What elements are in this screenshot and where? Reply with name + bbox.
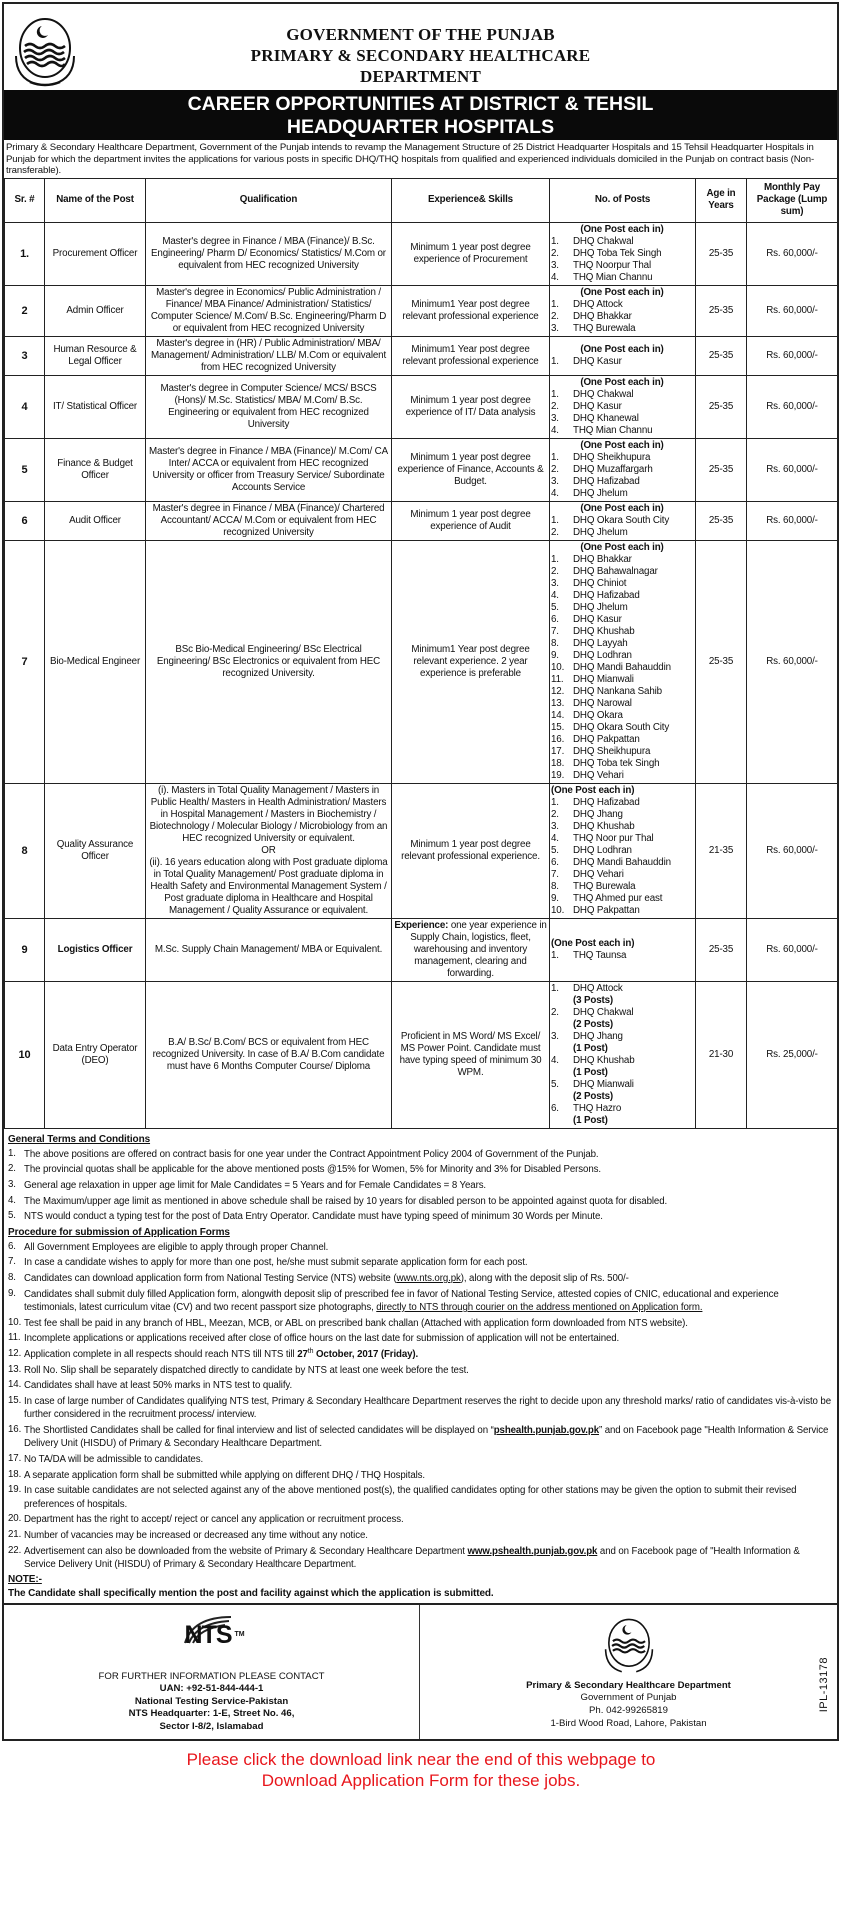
post-location: 18. DHQ Toba tek Singh [551, 757, 660, 769]
posts-heading: (One Post each in) [551, 784, 635, 796]
post-name: Admin Officer [45, 285, 146, 336]
table-row [5, 783, 838, 918]
post-location: 3. DHQ Chiniot [551, 577, 627, 589]
post-location: 6. THQ Hazro (1 Post) [551, 1102, 622, 1126]
monthly-pay: Rs. 60,000/- [747, 438, 838, 501]
term-text: and on Facebook page of "Health Information & Service Delivery Unit (HISDU) of Primary & Secondary Healthcare Department. [24, 1545, 800, 1571]
post-location: 3. DHQ Khanewal [551, 412, 639, 424]
experience [392, 501, 550, 540]
nts-address-2: Sector I-8/2, Islamabad [159, 1720, 264, 1732]
term-text: Candidates can download application form from National Testing Service (NTS) website ( [24, 1272, 397, 1284]
website-link[interactable]: www.pshealth.punjab.gov.pk [467, 1545, 598, 1557]
term-text: Application complete in all respects should reach NTS till NTS till [24, 1348, 298, 1360]
post-location: 7. DHQ Vehari [551, 868, 624, 880]
post-count: (1 Post) [573, 1066, 608, 1078]
experience-text: Minimum 1 year post degree experience of Procurement [410, 241, 531, 265]
post-location: 15. DHQ Okara South City [551, 721, 670, 733]
nts-contact-heading: FOR FURTHER INFORMATION PLEASE CONTACT [98, 1670, 325, 1682]
serial-number: 9 [5, 918, 45, 981]
experience-text: Minimum1 Year post degree relevant experience. 2 year experience is preferable [411, 643, 530, 679]
term-item: 3. General age relaxation in upper age limit for Male Candidates = 5 Years and for Female Candidates = 8 Years. [8, 1178, 487, 1191]
age-range: 25-35 [696, 918, 747, 981]
post-location: 1. DHQ Sheikhupura [551, 451, 651, 463]
age-range: 25-35 [696, 540, 747, 783]
monthly-pay: Rs. 60,000/- [747, 540, 838, 783]
term-text: The Maximum/upper age limit as mentioned in above schedule shall be raised by 10 years for disabled person to be appointed against quota for disabled. [24, 1195, 668, 1207]
qualification [146, 222, 392, 285]
experience-text: Minimum1 Year post degree relevant professional experience [402, 298, 539, 322]
age-range: 25-35 [696, 285, 747, 336]
column-header: Monthly Pay Package (Lump sum) [747, 178, 838, 222]
post-count: (3 Posts) [573, 994, 614, 1006]
post-location: 1. DHQ Hafizabad [551, 796, 640, 808]
table-row [5, 438, 838, 501]
term-item: 15. In case of large number of Candidates qualifying NTS test, Primary & Secondary Healthcare Department reserves the right to decide upon any threshold marks/ ratio of candidates vis-à-visto be further considered in the recruitment process/ interview. [8, 1394, 832, 1421]
serial-number: 6 [5, 501, 45, 540]
post-name: Human Resource & Legal Officer [45, 336, 146, 375]
post-location: 5. DHQ Lodhran [551, 844, 632, 856]
term-item: 17. No TA/DA will be admissible to candidates. [8, 1453, 204, 1466]
term-text: Roll No. Slip shall be separately dispatched directly to candidate by NTS at least one week before the test. [24, 1364, 469, 1376]
experience-text: Minimum1 Year post degree relevant professional experience [402, 343, 539, 367]
post-location: 2. DHQ Jhelum [551, 526, 628, 538]
post-location: 4. DHQ Hafizabad [551, 589, 640, 601]
experience [392, 336, 550, 375]
age-range: 21-30 [696, 981, 747, 1128]
term-item: 7. In case a candidate wishes to apply for more than one post, he/she must submit separate application form for each post. [8, 1256, 528, 1269]
qualification-line: (ii). 16 years education along with Post graduate diploma in Total Quality Management/ Post graduate diploma in Health Safety and Environmental Management System / Post graduate diploma in Healthcare and Hospital Management / Quality Assurance or equivalent. [149, 856, 388, 916]
term-text: th [307, 1347, 314, 1355]
posts-list [550, 438, 696, 501]
post-name: Procurement Officer [45, 222, 146, 285]
term-item: 1. The above positions are offered on contract basis for one year under the Contract Appointment Policy 2004 of Government of the Punjab. [8, 1147, 599, 1160]
table-row [5, 981, 838, 1128]
experience [392, 981, 550, 1128]
monthly-pay: Rs. 60,000/- [747, 336, 838, 375]
post-location: 4. DHQ Khushab (1 Post) [551, 1054, 635, 1078]
table-row [5, 222, 838, 285]
post-location: 4. THQ Noor pur Thal [551, 832, 654, 844]
posts-list [550, 285, 696, 336]
experience-text: Minimum 1 year post degree relevant professional experience. [401, 838, 540, 862]
post-location: 5. DHQ Jhelum [551, 601, 628, 613]
post-location: 1. DHQ Chakwal [551, 235, 634, 247]
post-name: Bio-Medical Engineer [45, 540, 146, 783]
term-text: A separate application form shall be submitted while applying on different DHQ / THQ Hospitals. [24, 1469, 425, 1481]
ipl-code: IPL-13178 [818, 1656, 830, 1713]
age-range: 25-35 [696, 222, 747, 285]
qualification-line: (i). Masters in Total Quality Management / Masters in Public Health/ Masters in Health Administration/ Masters in Hospital Management / Masters in Biochemistry / Biotechnology / Molecular Biology / Microbiology from an HEC recognized University or equivalent. [149, 784, 388, 844]
nts-address-1: NTS Headquarter: 1-E, Street No. 46, [128, 1708, 295, 1720]
qualification-line: Master's degree in Finance / MBA (Finance)/ Chartered Accountant/ ACCA/ M.Com or equivalent from HEC recognized University [152, 502, 385, 538]
age-range: 25-35 [696, 375, 747, 438]
posts-heading: (One Post each in) [580, 541, 664, 553]
serial-number: 3 [5, 336, 45, 375]
table-row [5, 918, 838, 981]
experience-text: Minimum 1 year post degree experience of IT/ Data analysis [405, 394, 536, 418]
posts-list [550, 918, 696, 981]
dept-government: Government of Punjab [580, 1692, 677, 1704]
term-text: October, 2017 (Friday). [313, 1348, 419, 1360]
post-name: Audit Officer [45, 501, 146, 540]
qualification [146, 375, 392, 438]
post-location: 2. DHQ Muzaffargarh [551, 463, 653, 475]
serial-number: 5 [5, 438, 45, 501]
post-count: (2 Posts) [573, 1090, 614, 1102]
posts-list [550, 981, 696, 1128]
experience [392, 438, 550, 501]
term-item: 22. Advertisement can also be downloaded from the website of Primary & Secondary Healthcare Department www.pshealth.punjab.gov.pk and on Facebook page of "Health Information & Service Delivery Unit (HISDU) of Primary & Secondary Healthcare Department. [8, 1544, 800, 1571]
term-text: Candidates shall have at least 50% marks in NTS test to qualify. [24, 1380, 293, 1392]
experience-label: Experience: [394, 919, 449, 931]
post-location: 19. DHQ Vehari [551, 769, 624, 781]
post-location: 14. DHQ Okara [551, 709, 623, 721]
terms-section-heading: General Terms and Conditions [8, 1133, 151, 1145]
term-text: ), along with the deposit slip of Rs. 500/- [460, 1272, 629, 1284]
header-line-1: GOVERNMENT OF THE PUNJAB [286, 25, 555, 44]
posts-heading: (One Post each in) [580, 286, 664, 298]
posts-heading: (One Post each in) [580, 223, 664, 235]
qualification-line: Master's degree in Finance / MBA (Finance)/ M.Com/ CA Inter/ ACCA or equivalent from HEC recognized University or officer from Treasury Service/ Subordinate Accounts Service [149, 445, 388, 493]
department-contact [420, 1605, 837, 1739]
banner-line-2: HEADQUARTER HOSPITALS [286, 116, 555, 138]
post-location: 2. DHQ Bahawalnagar [551, 565, 658, 577]
term-text: All Government Employees are eligible to apply through proper Channel. [24, 1241, 329, 1253]
post-location: 13. DHQ Narowal [551, 697, 632, 709]
post-location: 1. THQ Taunsa [551, 949, 627, 961]
nts-name: National Testing Service-Pakistan [134, 1695, 289, 1707]
term-item: 16. The Shortlisted Candidates shall be called for final interview and list of selected candidates will be displayed on “pshealth.punjab.gov.pk” and on Facebook page "Health Information & Service Delivery Unit (HISDU) of Primary & Secondary Healthcare Department. [8, 1423, 829, 1450]
post-location: 9. THQ Ahmed pur east [551, 892, 663, 904]
term-item: 9. Candidates shall submit duly filled Application form, alongwith deposit slip of prescribed fee in favor of National Testing Service, attested copies of CNIC, educational and experience testimonials, latest curriculum vitae (CV) and two recent passport size photographs, directly to NTS through courier on the address mentioned on Application form. [8, 1287, 779, 1314]
posts-list [550, 336, 696, 375]
nts-contact [4, 1605, 420, 1739]
table-row [5, 540, 838, 783]
term-item: 20. Department has the right to accept/ reject or cancel any application or recruitment process. [8, 1513, 404, 1526]
post-location: 1. DHQ Okara South City [551, 514, 670, 526]
experience [392, 540, 550, 783]
post-location: 2. DHQ Kasur [551, 400, 622, 412]
serial-number: 7 [5, 540, 45, 783]
posts-heading: (One Post each in) [580, 502, 664, 514]
serial-number: 10 [5, 981, 45, 1128]
term-text: The provincial quotas shall be applicable for the above mentioned posts @15% for Women, 5% for Minority and 3% for Disabled Persons. [24, 1164, 601, 1176]
posts-heading: (One Post each in) [551, 937, 635, 949]
table-row [5, 336, 838, 375]
table-header-row [5, 178, 838, 222]
post-name: Data Entry Operator (DEO) [45, 981, 146, 1128]
post-location: 7. DHQ Khushab [551, 625, 635, 637]
post-location: 2. DHQ Toba Tek Singh [551, 247, 662, 259]
post-location: 1. DHQ Attock [551, 298, 623, 310]
serial-number: 4 [5, 375, 45, 438]
qualification [146, 918, 392, 981]
experience [392, 222, 550, 285]
post-location: 1. DHQ Bhakkar [551, 553, 632, 565]
positions-table [4, 178, 838, 1129]
title-banner [4, 90, 837, 140]
serial-number: 1. [5, 222, 45, 285]
experience-text: Minimum 1 year post degree experience of Finance, Accounts & Budget. [397, 451, 544, 487]
term-text: ” and on Facebook page "Health Information & Service Delivery Unit (HISDU) of Primary & Secondary Healthcare Department. [24, 1424, 829, 1450]
post-location: 6. DHQ Mandi Bahauddin [551, 856, 671, 868]
table-row [5, 375, 838, 438]
term-item: 5. NTS would conduct a typing test for the post of Data Entry Operator. Candidate must have typing speed of minimum 30 Words per Minute. [8, 1210, 603, 1223]
qualification-line: Master's degree in Computer Science/ MCS/ BSCS (Hons)/ M.Sc. Statistics/ MBA/ M.Com/ B.Sc. Engineering or equivalent from HEC recognized University [160, 382, 377, 430]
monthly-pay: Rs. 60,000/- [747, 501, 838, 540]
table-row [5, 501, 838, 540]
post-location: 1. DHQ Kasur [551, 355, 622, 367]
post-location: 6. DHQ Kasur [551, 613, 622, 625]
contact-footer [4, 1603, 837, 1739]
column-header: Experience& Skills [392, 178, 550, 222]
post-location: 8. DHQ Layyah [551, 637, 628, 649]
post-location: 2. DHQ Jhang [551, 808, 623, 820]
qualification [146, 438, 392, 501]
monthly-pay: Rs. 60,000/- [747, 285, 838, 336]
posts-list [550, 540, 696, 783]
table-row [5, 285, 838, 336]
term-item: 14. Candidates shall have at least 50% marks in NTS test to qualify. [8, 1379, 293, 1392]
qualification [146, 981, 392, 1128]
term-text: General age relaxation in upper age limit for Male Candidates = 5 Years and for Female Candidates = 8 Years. [24, 1179, 487, 1191]
monthly-pay: Rs. 60,000/- [747, 375, 838, 438]
post-location: 4. THQ Mian Channu [551, 424, 653, 436]
qualification [146, 540, 392, 783]
term-item: 13. Roll No. Slip shall be separately dispatched directly to candidate by NTS at least one week before the test. [8, 1363, 469, 1376]
terms-section-heading: Procedure for submission of Application Forms [8, 1226, 230, 1238]
posts-heading: (One Post each in) [580, 343, 664, 355]
post-location: 11. DHQ Mianwali [551, 673, 634, 685]
term-text: No TA/DA will be admissible to candidates. [24, 1454, 204, 1466]
dept-name: Primary & Secondary Healthcare Department [526, 1679, 731, 1691]
post-count: (1 Post) [573, 1114, 608, 1126]
post-location: 3. DHQ Hafizabad [551, 475, 640, 487]
serial-number: 8 [5, 783, 45, 918]
term-text: 27 [297, 1348, 308, 1360]
experience-text: one year experience in Supply Chain, logistics, fleet, warehousing and inventory management, clearing and forwarding. [410, 919, 547, 979]
term-item: 10. Test fee shall be paid in any branch of HBL, Meezan, MCB, or ABL on prescribed bank challan (Attached with application form downloaded from NTS website). [8, 1316, 688, 1329]
age-range: 25-35 [696, 501, 747, 540]
nts-logo: NTS TM [177, 1613, 247, 1657]
term-item: 12. Application complete in all respects should reach NTS till NTS till 27th October, 2017 (Friday). [8, 1347, 419, 1360]
term-text: Candidates shall submit duly filled Application form, alongwith deposit slip of prescribed fee in favor of National Testing Service, attested copies of CNIC, educational and experience testimonials, latest curriculum vitae (CV) and two recent passport size photographs, [24, 1288, 779, 1314]
term-item: 19. In case suitable candidates are not selected against any of the above mentioned post(s), the qualified candidates opting for other stations may be given the option to submit their revised preferences of hospitals. [8, 1484, 797, 1510]
age-range: 25-35 [696, 336, 747, 375]
term-text: The Shortlisted Candidates shall be called for final interview and list of selected candidates will be displayed on “ [24, 1424, 494, 1436]
experience [392, 918, 550, 981]
experience-text: Minimum 1 year post degree experience of Audit [410, 508, 531, 532]
posts-list [550, 501, 696, 540]
post-location: 10. DHQ Mandi Bahauddin [551, 661, 671, 673]
nts-uan: UAN: +92-51-844-444-1 [159, 1683, 264, 1695]
post-location: 3. DHQ Khushab [551, 820, 635, 832]
posts-list [550, 222, 696, 285]
posts-list [550, 375, 696, 438]
post-location: 8. THQ Burewala [551, 880, 636, 892]
experience [392, 285, 550, 336]
header [4, 4, 837, 90]
post-location: 3. THQ Burewala [551, 322, 636, 334]
banner-line-1: CAREER OPPORTUNITIES AT DISTRICT & TEHSIL [187, 93, 654, 115]
punjab-seal-logo-small [601, 1617, 657, 1675]
post-location: 4. DHQ Jhelum [551, 487, 628, 499]
cta-line-2: Download Application Form for these jobs. [261, 1770, 581, 1790]
header-line-2: PRIMARY & SECONDARY HEALTHCARE [250, 46, 591, 65]
monthly-pay: Rs. 25,000/- [747, 981, 838, 1128]
term-text: Number of vacancies may be increased or decreased any time without any notice. [24, 1530, 368, 1542]
experience [392, 783, 550, 918]
term-item: 8. Candidates can download application form from National Testing Service (NTS) website (www.nts.org.pk), along with the deposit slip of Rs. 500/- [8, 1271, 629, 1284]
note-text: The Candidate shall specifically mention the post and facility against which the application is submitted. [8, 1587, 494, 1599]
term-text: In case suitable candidates are not selected against any of the above mentioned post(s), the qualified candidates opting for other stations may be given the option to submit their revised preferences of hospitals. [24, 1485, 797, 1510]
posts-heading: (One Post each in) [580, 376, 664, 388]
term-item: 2. The provincial quotas shall be applicable for the above mentioned posts @15% for Women, 5% for Minority and 3% for Disabled Persons. [8, 1163, 601, 1176]
qualification [146, 501, 392, 540]
qualification-line: Master's degree in (HR) / Public Administration/ MBA/ Management/ Administration/ LLB/ M.Com or equivalent from HEC recognized University [150, 337, 387, 373]
post-location: 2. DHQ Chakwal (2 Posts) [551, 1006, 634, 1030]
age-range: 21-35 [696, 783, 747, 918]
posts-heading: (One Post each in) [580, 439, 664, 451]
term-text: NTS would conduct a typing test for the post of Data Entry Operator. Candidate must have typing speed of minimum 30 Words per Minute. [24, 1211, 603, 1223]
dept-address: 1-Bird Wood Road, Lahore, Pakistan [550, 1718, 707, 1729]
term-item: 4. The Maximum/upper age limit as mentioned in above schedule shall be raised by 10 years for disabled person to be appointed against quota for disabled. [8, 1194, 668, 1207]
term-item: 18. A separate application form shall be submitted while applying on different DHQ / THQ Hospitals. [8, 1468, 425, 1481]
term-item: 21. Number of vacancies may be increased or decreased any time without any notice. [8, 1529, 368, 1542]
term-text: Incomplete applications or applications received after close of office hours on the last date for submission of application will not be entertained. [24, 1333, 620, 1345]
post-location: 17. DHQ Sheikhupura [551, 745, 651, 757]
qualification-line: Master's degree in Economics/ Public Administration / Finance/ MBA Finance/ Administration/ Statistics/ Computer Science/ M.Com/ B.Sc. Engineering/Pharm D or equivalent from HEC recognized University [150, 286, 387, 334]
post-name: Logistics Officer [45, 918, 146, 981]
column-header: No. of Posts [550, 178, 696, 222]
post-location: 12. DHQ Nankana Sahib [551, 685, 662, 697]
term-text: In case a candidate wishes to apply for more than one post, he/she must submit separate application form for each post. [24, 1257, 528, 1269]
column-header: Sr. # [5, 178, 45, 222]
term-item: 6. All Government Employees are eligible to apply through proper Channel. [8, 1240, 329, 1253]
term-text: Department has the right to accept/ reject or cancel any application or recruitment process. [24, 1514, 404, 1526]
column-header: Name of the Post [45, 178, 146, 222]
column-header: Age in Years [696, 178, 747, 222]
cta-line-1: Please click the download link near the end of this webpage to [186, 1749, 656, 1769]
term-text: Test fee shall be paid in any branch of HBL, Meezan, MCB, or ABL on prescribed bank challan (Attached with application form downloaded from NTS website). [24, 1317, 688, 1329]
website-link[interactable]: www.nts.org.pk [396, 1272, 461, 1284]
post-count: (1 Post) [573, 1042, 608, 1054]
monthly-pay: Rs. 60,000/- [747, 783, 838, 918]
post-location: 4. THQ Mian Channu [551, 271, 653, 283]
post-location: 9. DHQ Lodhran [551, 649, 632, 661]
serial-number: 2 [5, 285, 45, 336]
post-location: 3. DHQ Jhang (1 Post) [551, 1030, 623, 1054]
qualification [146, 285, 392, 336]
post-location: 3. THQ Noorpur Thal [551, 259, 651, 271]
intro-paragraph: Primary & Secondary Healthcare Department, Government of the Punjab intends to revamp the Management Structure of 25 District Headquarter Hospitals and 15 Tehsil Headquarter Hospitals in Punjab for which the department invites the applications for various posts in specific DHQ/THQ hospitals from qualified and experienced individuals domiciled in the Punjab on contract basis (Non-transferable). [6, 142, 815, 177]
post-name: Finance & Budget Officer [45, 438, 146, 501]
qualification-line: OR [261, 844, 276, 856]
post-count: (2 Posts) [573, 1018, 614, 1030]
dept-phone: Ph. 042-99265819 [589, 1705, 668, 1717]
posts-list [550, 783, 696, 918]
experience [392, 375, 550, 438]
term-text: The above positions are offered on contract basis for one year under the Contract Appointment Policy 2004 of Government of the Punjab. [24, 1148, 599, 1160]
header-line-3: DEPARTMENT [359, 67, 482, 86]
post-name: IT/ Statistical Officer [45, 375, 146, 438]
post-location: 1. DHQ Chakwal [551, 388, 634, 400]
qualification [146, 783, 392, 918]
note-label: NOTE:- [8, 1573, 42, 1585]
age-range: 25-35 [696, 438, 747, 501]
advertisement [2, 2, 839, 1741]
monthly-pay: Rs. 60,000/- [747, 918, 838, 981]
post-location: 16. DHQ Pakpattan [551, 733, 640, 745]
post-name: Quality Assurance Officer [45, 783, 146, 918]
qualification-line: Master's degree in Finance / MBA (Finance)/ B.Sc. Engineering/ Pharm D/ Economics/ Statistics/ M.Com or equivalent from HEC recognized University [151, 235, 386, 271]
term-text: In case of large number of Candidates qualifying NTS test, Primary & Secondary Healthcare Department reserves the right to decide upon any threshold marks/ ratio of candidates vis-à-visto be further considered in the recruitment process/ interview. [24, 1395, 832, 1421]
qualification [146, 336, 392, 375]
terms-and-conditions [4, 1129, 837, 1603]
term-item: 11. Incomplete applications or applications received after close of office hours on the last date for submission of application will not be entertained. [8, 1332, 620, 1345]
experience-text: Proficient in MS Word/ MS Excel/ MS Power Point. Candidate must have typing speed of minimum 30 WPM. [399, 1030, 542, 1078]
post-location: 2. DHQ Bhakkar [551, 310, 632, 322]
qualification-line: BSc Bio-Medical Engineering/ BSc Electrical Engineering/ BSc Electronics or equivalent from HEC recognized University. [156, 643, 381, 679]
term-text: Advertisement can also be downloaded from the website of Primary & Secondary Healthcare Department [24, 1545, 468, 1557]
post-location: 5. DHQ Mianwali (2 Posts) [551, 1078, 634, 1102]
qualification-line: B.A/ B.Sc/ B.Com/ BCS or equivalent from HEC recognized University. In case of B.A/ B.Com candidate must have 6 Months Computer Course/ Diploma [152, 1036, 385, 1072]
qualification-line: M.Sc. Supply Chain Management/ MBA or Equivalent. [154, 943, 383, 955]
column-header: Qualification [146, 178, 392, 222]
monthly-pay: Rs. 60,000/- [747, 222, 838, 285]
post-location: 10. DHQ Pakpattan [551, 904, 640, 916]
term-text: directly to NTS through courier on the address mentioned on Application form. [376, 1302, 703, 1314]
download-instruction [0, 1749, 842, 1791]
post-location: 1. DHQ Attock (3 Posts) [551, 982, 623, 1006]
website-link[interactable]: pshealth.punjab.gov.pk [493, 1424, 599, 1436]
